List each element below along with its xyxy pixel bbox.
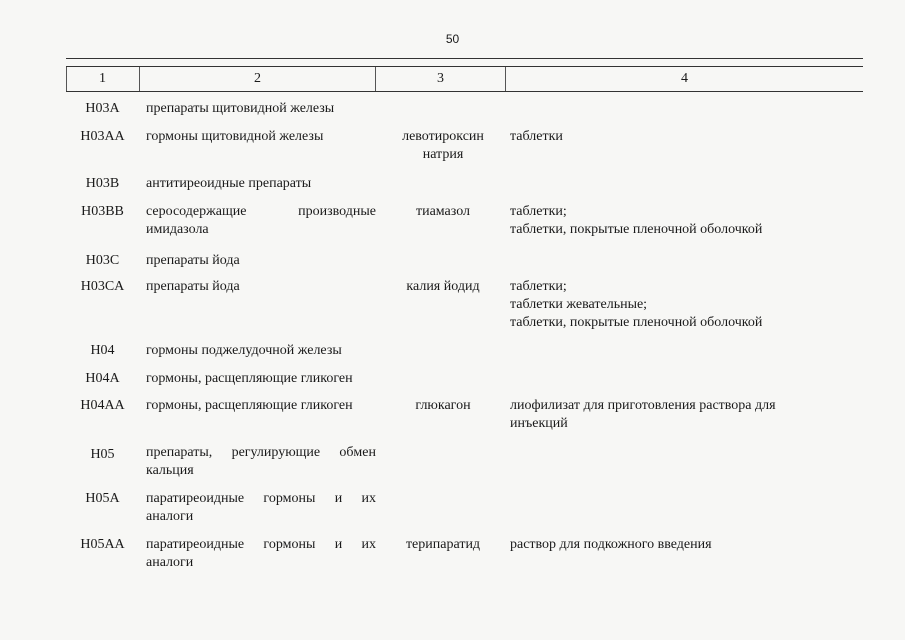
atc-code: H05A <box>85 491 120 506</box>
atc-code: H04 <box>90 343 115 358</box>
header-col-1: 1 <box>66 67 140 91</box>
dosage-forms <box>510 278 840 332</box>
word: гормоны <box>263 537 316 552</box>
dosage-form: таблетки, покрытые пленочной оболочкой <box>510 222 763 237</box>
atc-code: H03CA <box>80 279 125 294</box>
dosage-form: таблетки жевательные; <box>510 297 648 312</box>
atc-group: гормоны поджелудочной железы <box>146 343 342 358</box>
drug-name <box>378 128 508 164</box>
atc-group: гормоны, расщепляющие гликоген <box>146 371 353 386</box>
word: паратиреоидные <box>146 491 245 506</box>
dosage-form: лиофилизат для приготовления раствора для <box>510 398 776 413</box>
dosage-forms <box>510 128 840 146</box>
atc-group: антитиреоидные препараты <box>146 176 312 191</box>
dosage-form: таблетки; <box>510 279 567 294</box>
atc-code: H03A <box>85 101 120 116</box>
atc-group-line: имидазола <box>146 222 209 237</box>
dosage-form: таблетки; <box>510 204 567 219</box>
dosage-form: раствор для подкожного введения <box>510 537 712 552</box>
atc-group-line: аналоги <box>146 555 194 570</box>
header-col-4: 4 <box>681 71 688 86</box>
word: гормоны <box>263 491 316 506</box>
atc-group: препараты йода <box>146 253 240 268</box>
word: обмен <box>339 445 376 460</box>
atc-group-line <box>146 490 376 508</box>
dosage-forms <box>510 536 840 554</box>
atc-code: H05 <box>90 447 115 462</box>
drug-name-line: натрия <box>422 147 464 162</box>
word: паратиреоидные <box>146 537 245 552</box>
atc-group-line: аналоги <box>146 509 194 524</box>
drug-name-line: левотироксин <box>402 129 484 144</box>
dosage-forms <box>510 397 840 433</box>
atc-group: препараты щитовидной железы <box>146 101 335 116</box>
atc-group-line <box>146 203 376 221</box>
atc-group <box>146 444 376 480</box>
word: их <box>361 491 376 506</box>
atc-group: препараты йода <box>146 279 240 294</box>
drug-name: калия йодид <box>406 279 480 294</box>
atc-code: H05AA <box>80 537 125 552</box>
atc-code: H03AA <box>80 129 125 144</box>
atc-code: H03BB <box>81 204 124 219</box>
drug-name: тиамазол <box>415 204 471 219</box>
atc-code: H03B <box>85 176 120 191</box>
dosage-form: инъекций <box>510 416 568 431</box>
word: их <box>361 537 376 552</box>
drug-name: глюкагон <box>415 398 471 413</box>
atc-code: H04A <box>85 371 120 386</box>
word: и <box>334 491 343 506</box>
atc-group <box>146 536 376 572</box>
atc-group <box>146 203 376 239</box>
atc-group-line: кальция <box>146 463 194 478</box>
atc-code: H04AA <box>80 398 125 413</box>
dosage-form: таблетки <box>510 129 563 144</box>
word: регулирующие <box>231 445 321 460</box>
atc-group-line <box>146 444 376 462</box>
word-1: серосодержащие <box>146 204 247 219</box>
dosage-forms <box>510 203 840 239</box>
header-col-2: 2 <box>140 67 376 91</box>
atc-code: H03C <box>85 253 120 268</box>
table-header <box>66 66 863 92</box>
header-col-3: 3 <box>376 67 506 91</box>
drug-name: терипаратид <box>405 537 481 552</box>
word-2: производные <box>298 204 376 219</box>
dosage-form: таблетки, покрытые пленочной оболочкой <box>510 315 763 330</box>
atc-group-line <box>146 536 376 554</box>
atc-group <box>146 490 376 526</box>
atc-group: гормоны, расщепляющие гликоген <box>146 398 353 413</box>
atc-group: гормоны щитовидной железы <box>146 129 324 144</box>
page-number: 50 <box>445 32 460 46</box>
top-rule <box>66 58 863 59</box>
word: и <box>334 537 343 552</box>
word: препараты, <box>146 445 213 460</box>
